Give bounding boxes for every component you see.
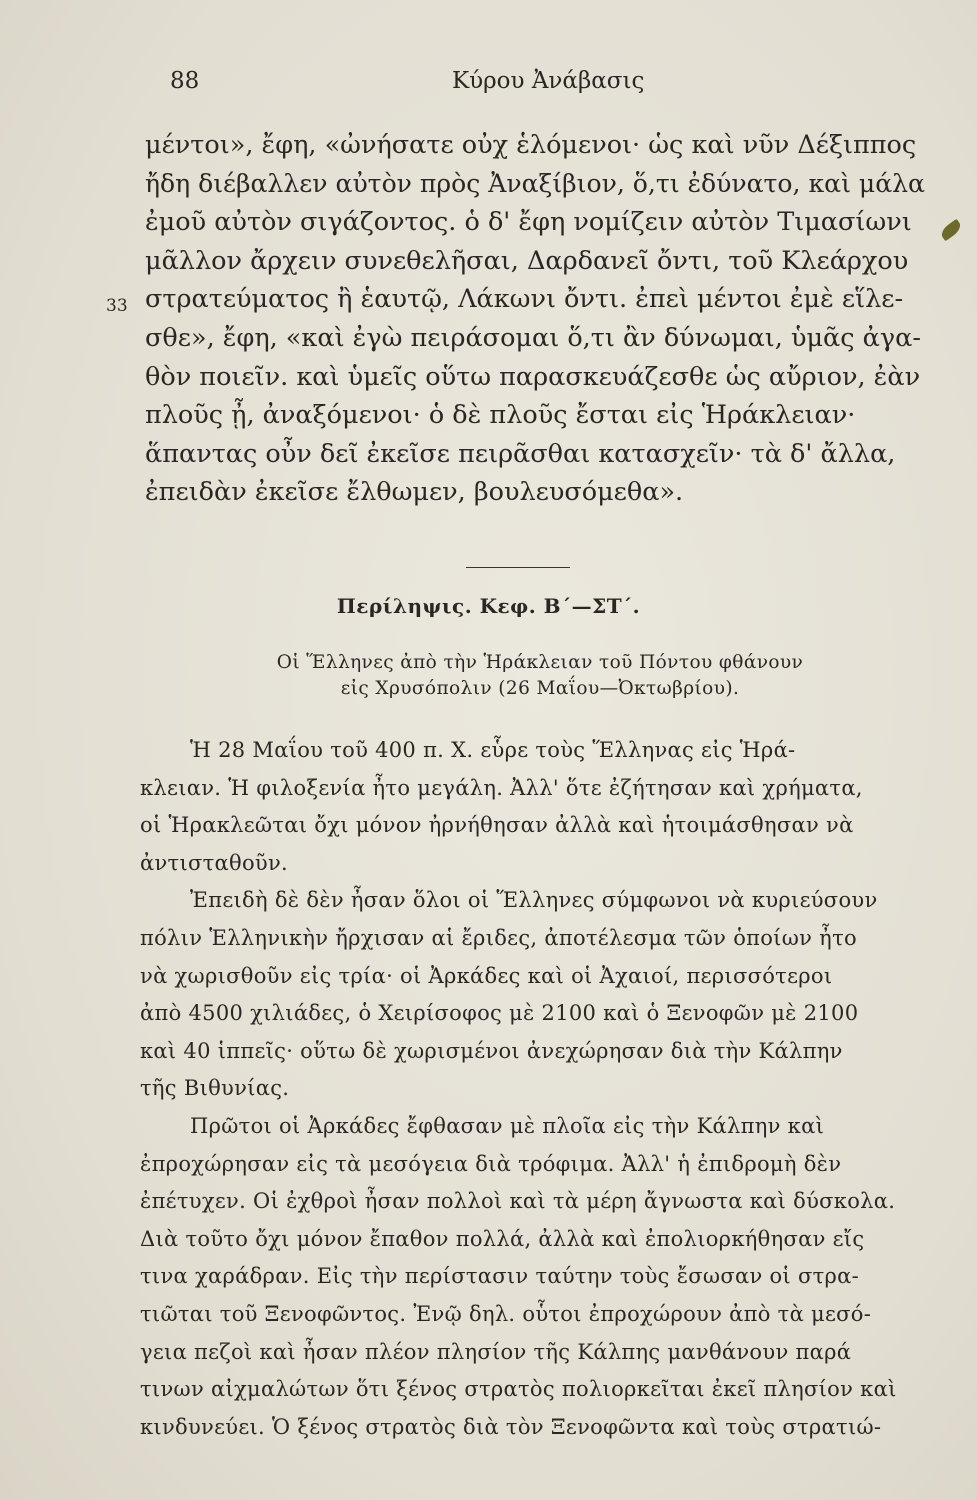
passage-line: στρατεύματος ἢ ἑαυτῷ, Λάκωνι ὄντι. ἐπεὶ μέντοι ἐμὲ εἵλε- [145, 284, 904, 315]
running-title: Κύρου Ἀνάβασις [452, 68, 645, 94]
margin-section-number: 33 [106, 296, 128, 316]
greek-passage [145, 126, 925, 512]
summary-line: κινδυνεύει. Ὁ ξένος στρατὸς διὰ τὸν Ξενοφῶντα καὶ τοὺς στρατιώ- [140, 1414, 882, 1439]
summary-subheading [150, 650, 930, 702]
summary-line: νὰ χωρισθοῦν εἰς τρία· οἱ Ἀρκάδες καὶ οἱ Ἀχαιοί, περισσότεροι [140, 963, 833, 988]
passage-line: ἐπειδὰν ἐκεῖσε ἔλθωμεν, βουλευσόμεθα». [145, 477, 684, 508]
subheading-line: Οἱ Ἕλληνες ἀπὸ τὴν Ἡράκλειαν τοῦ Πόντου φθάνουν [276, 652, 804, 673]
summary-line: τῆς Βιθυνίας. [140, 1076, 290, 1101]
summary-line: ἐπέτυχεν. Οἱ ἐχθροὶ ἦσαν πολλοὶ καὶ τὰ μέρη ἄγνωστα καὶ δύσκολα. [140, 1189, 896, 1214]
summary-body [140, 732, 930, 1446]
passage-line: μέντοι», ἔφη, «ὠνήσατε οὐχ ἑλόμενοι· ὡς καὶ νῦν Δέξιππος [145, 130, 917, 160]
subheading-line: εἰς Χρυσόπολιν (26 Μαΐου—Ὀκτωβρίου). [340, 678, 740, 699]
summary-line: τιῶται τοῦ Ξενοφῶντος. Ἐνῷ δηλ. οὗτοι ἐπροχώρουν ἀπὸ τὰ μεσό- [140, 1301, 872, 1326]
summary-line: οἱ Ἡρακλεῶται ὄχι μόνον ἠρνήθησαν ἀλλὰ καὶ ἡτοιμάσθησαν νὰ [140, 813, 854, 838]
summary-line: τινα χαράδραν. Εἰς τὴν περίστασιν ταύτην τοὺς ἔσωσαν οἱ στρα- [140, 1264, 860, 1289]
passage-line: σθε», ἔφη, «καὶ ἐγὼ πειράσομαι ὅ,τι ἂν δύνωμαι, ὑμᾶς ἀγα- [145, 322, 921, 353]
passage-line: ἐμοῦ αὐτὸν σιγάζοντος. ὁ δ' ἔφη νομίζειν αὐτὸν Τιμασίωνι [145, 207, 912, 238]
summary-line: πόλιν Ἑλληνικὴν ἤρχισαν αἱ ἔριδες, ἀποτέλεσμα τῶν ὁποίων ἦτο [140, 925, 857, 950]
summary-line: Διὰ τοῦτο ὄχι μόνον ἔπαθον πολλά, ἀλλὰ καὶ ἐπολιορκήθησαν εἴς [140, 1226, 865, 1251]
summary-line: κλειαν. Ἡ φιλοξενία ἦτο μεγάλη. Ἀλλ' ὅτε ἐζήτησαν καὶ χρήματα, [140, 775, 863, 800]
summary-line: ἀντισταθοῦν. [140, 850, 289, 875]
running-header [170, 68, 930, 102]
leaf-stain [939, 219, 964, 241]
page-number: 88 [170, 68, 200, 94]
passage-line: ἤδη διέβαλλεν αὐτὸν πρὸς Ἀναξίβιον, ὅ,τι ἐδύνατο, καὶ μάλα [145, 168, 925, 199]
summary-line: καὶ 40 ἱππεῖς· οὕτω δὲ χωρισμένοι ἀνεχώρησαν διὰ τὴν Κάλπην [140, 1038, 843, 1063]
passage-line: θὸν ποιεῖν. καὶ ὑμεῖς οὕτω παρασκευάζεσθε ὡς αὔριον, ἐὰν [145, 361, 921, 392]
summary-line: ἐπροχώρησαν εἰς τὰ μεσόγεια διὰ τρόφιμα. Ἀλλ' ἡ ἐπιδρομὴ δὲν [140, 1151, 842, 1176]
summary-line: Ἡ 28 Μαΐου τοῦ 400 π. Χ. εὗρε τοὺς Ἕλληνας εἰς Ἡρά- [190, 738, 796, 762]
passage-line: ἅπαντας οὖν δεῖ ἐκεῖσε πειρᾶσθαι κατασχεῖν· τὰ δ' ἄλλα, [145, 438, 896, 469]
summary-line: τινων αἰχμαλώτων ὅτι ξένος στρατὸς πολιορκεῖται ἐκεῖ πλησίον καὶ [140, 1377, 897, 1402]
passage-line: μᾶλλον ἄρχειν συνεθελῆσαι, Δαρδανεῖ ὄντι, τοῦ Κλεάρχου [145, 245, 909, 276]
summary-line: Ἐπειδὴ δὲ δὲν ἦσαν ὅλοι οἱ Ἕλληνες σύμφωνοι νὰ κυριεύσουν [190, 888, 878, 913]
summary-line: ἀπὸ 4500 χιλιάδες, ὁ Χειρίσοφος μὲ 2100 καὶ ὁ Ξενοφῶν μὲ 2100 [140, 1001, 859, 1026]
section-divider [466, 567, 570, 568]
passage-line: πλοῦς ᾖ, ἀναξόμενοι· ὁ δὲ πλοῦς ἔσται εἰς Ἡράκλειαν· [145, 400, 856, 431]
summary-line: Πρῶτοι οἱ Ἀρκάδες ἔφθασαν μὲ πλοῖα εἰς τὴν Κάλπην καὶ [190, 1113, 825, 1138]
summary-line: γεια πεζοὶ καὶ ἦσαν πλέον πλησίον τῆς Κάλπης μανθάνουν παρά [140, 1339, 852, 1364]
summary-heading: Περίληψις. Κεφ. Β΄—ΣΤ΄. [336, 594, 641, 618]
